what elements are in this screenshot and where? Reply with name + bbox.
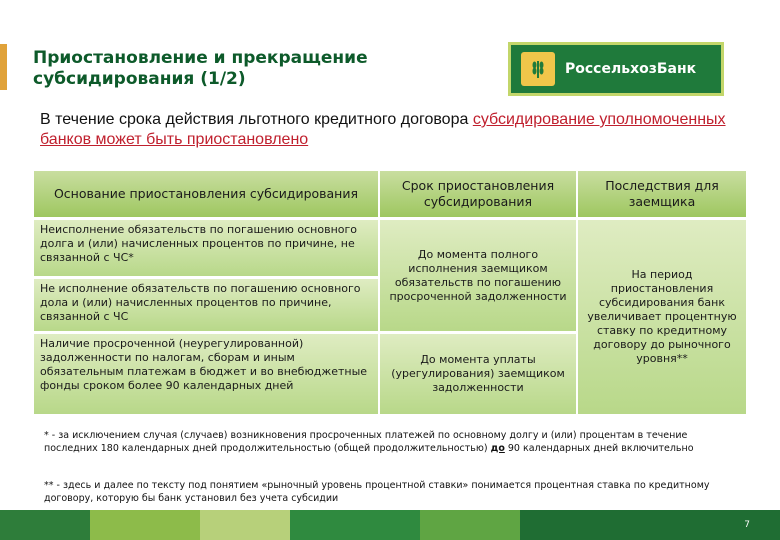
consequence-cell: [578, 220, 746, 414]
lead-paragraph: [40, 110, 740, 150]
title-line-2: субсидирования (1/2): [33, 69, 246, 89]
term-text-2: До момента уплаты (урегулирования) заемщиком задолженности: [391, 353, 565, 394]
header-consequence: [578, 171, 746, 217]
reason-text-3: Наличие просроченной (неурегулированной) задолженности по налогам, сборам и иным обязательным платежам в бюджет и во внебюджетные фонды сроком более 90 календарных дней: [40, 337, 368, 392]
bar-segment: [90, 510, 200, 540]
reason-text-2: Не исполнение обязательств по погашению основного дола и (или) начисленных процентов по причине, связанной с ЧС: [40, 282, 361, 323]
reason-row-2: [34, 279, 378, 331]
header-term-label: Срок приостановления субсидирования: [401, 178, 555, 209]
title-line-1: Приостановление и прекращение: [33, 48, 368, 68]
header-term: [380, 171, 576, 217]
header-reason: [34, 171, 378, 217]
logo-text: РоссельхозБанк: [565, 61, 697, 77]
bank-logo: [508, 42, 724, 96]
reason-text-1: Неисполнение обязательств по погашению основного долга и (или) начисленных процентов по причине, не связанной с ЧС*: [40, 223, 358, 264]
bar-segment: [200, 510, 290, 540]
wheat-emblem-icon: [521, 52, 555, 86]
footnote-1-text-b: 90 календарных дней включительно: [504, 442, 694, 454]
page-number: 7: [744, 520, 750, 530]
footnote-1-text-a: * - за исключением случая (случаев) возникновения просроченных платежей по основному долгу и (или) процентам в течение последних 180 календарных дней продолжительностью (общей продолжительностью): [44, 430, 688, 454]
reason-row-1: [34, 220, 378, 276]
term-cell-2: [380, 334, 576, 414]
header-reason-label: Основание приостановления субсидирования: [53, 186, 359, 201]
bar-segment: [420, 510, 520, 540]
reason-row-3: [34, 334, 378, 414]
bar-segment: [290, 510, 420, 540]
lead-text: В течение срока действия льготного кредитного договора: [40, 111, 473, 128]
footnote-1-underlined: до: [490, 442, 505, 454]
page-title: [33, 48, 433, 90]
footnote-1: [44, 430, 734, 455]
title-accent-bar: [0, 44, 7, 90]
term-cell-1: [380, 220, 576, 331]
lead-highlight: субсидирование уполномоченных банков может быть приостановлено: [40, 111, 726, 148]
bar-segment: [0, 510, 90, 540]
footnote-2: [44, 480, 734, 505]
consequence-text: На период приостановления субсидирования банк увеличивает процентную ставку по кредитному договору до рыночного уровня**: [587, 268, 737, 365]
footnote-2-text: ** - здесь и далее по тексту под понятием «рыночный уровень процентной ставки» понимается процентная ставка по кредитному договору, которую бы банк установил без учета субсидии: [44, 480, 710, 504]
term-text-1: До момента полного исполнения заемщиком обязательств по погашению просроченной задолженности: [389, 247, 567, 303]
bar-segment: [520, 510, 780, 540]
bottom-color-bar: [0, 510, 780, 540]
header-consequence-label: Последствия для заемщика: [605, 178, 719, 209]
